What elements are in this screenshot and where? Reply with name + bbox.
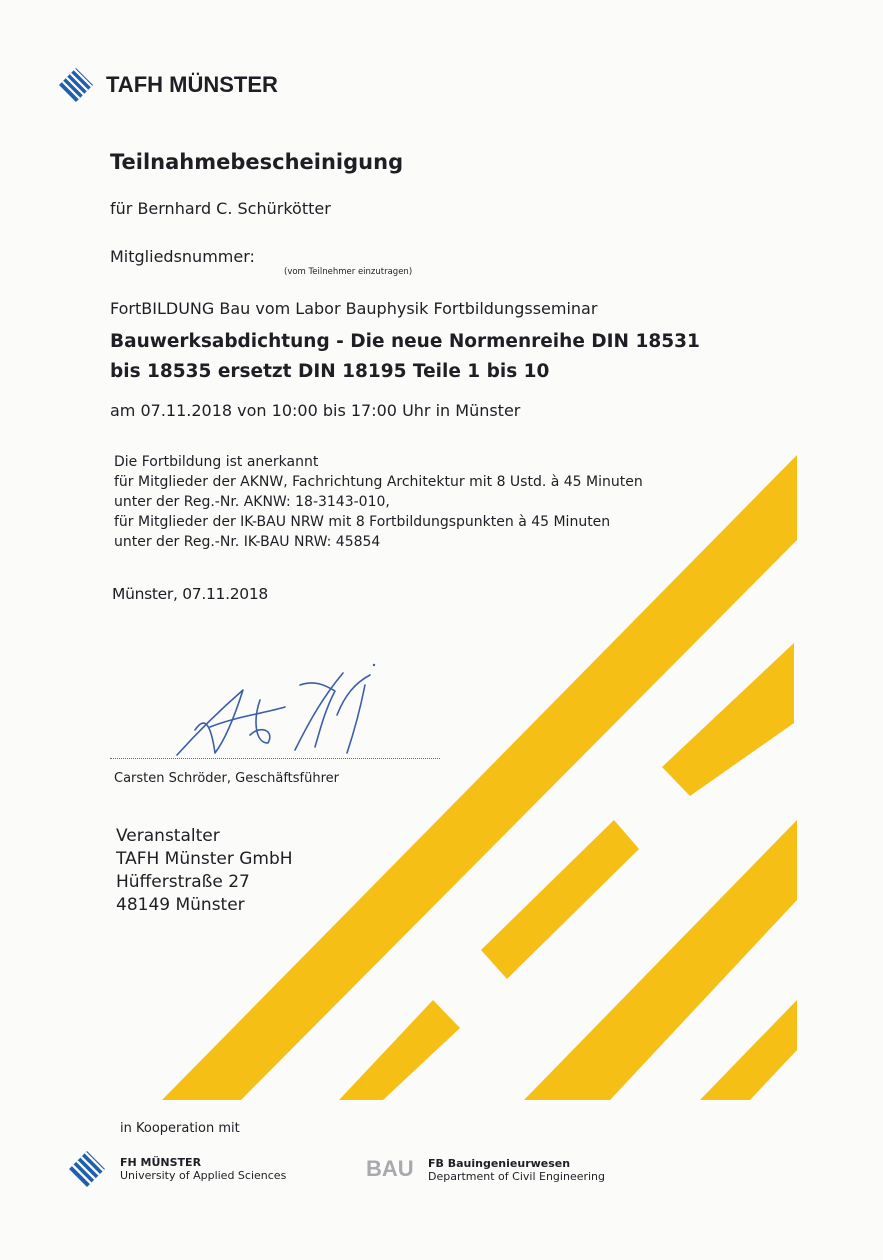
course-title-line-2: bis 18535 ersetzt DIN 18195 Teile 1 bis 10 [110, 361, 550, 382]
organizer-line: Veranstalter [116, 826, 220, 846]
stripe-bottom-small [339, 1000, 460, 1100]
tafh-diamond-logo-icon [58, 67, 94, 103]
stripe-bottom-right [700, 1000, 797, 1100]
department-subtitle: Department of Civil Engineering [428, 1170, 606, 1183]
department-block [428, 1157, 605, 1183]
fh-name: FH MÜNSTER [120, 1156, 202, 1169]
organizer-line: TAFH Münster GmbH [116, 849, 293, 869]
organizer-block [116, 825, 293, 917]
member-number-hint: (vom Teilnehmer einzutragen) [284, 267, 413, 277]
place-date: Münster, 07.11.2018 [112, 585, 268, 603]
fh-muenster-logo [68, 1150, 286, 1188]
department-name: FB Bauingenieurwesen [428, 1157, 571, 1170]
recognition-block [114, 452, 643, 552]
recipient-line: für Bernhard C. Schürkötter [110, 199, 331, 218]
header-logo [58, 66, 278, 104]
organizer-line: Hüfferstraße 27 [116, 872, 250, 892]
recognition-line: unter der Reg.-Nr. IK-BAU NRW: 45854 [114, 534, 381, 550]
course-title [110, 327, 700, 387]
signature [165, 655, 405, 765]
recognition-line: Die Fortbildung ist anerkannt [114, 454, 319, 470]
recognition-line: unter der Reg.-Nr. AKNW: 18-3143-010, [114, 494, 390, 510]
date-line: am 07.11.2018 von 10:00 bis 17:00 Uhr in Münster [110, 401, 521, 420]
organizer-line: 48149 Münster [116, 895, 245, 915]
signatory-name: Carsten Schröder, Geschäftsführer [114, 771, 340, 786]
logo-wordmark: TAFH MÜNSTER [106, 72, 278, 97]
fh-diamond-logo-icon [68, 1150, 106, 1188]
cooperation-label: in Kooperation mit [120, 1121, 240, 1136]
signature-line [110, 758, 440, 759]
recognition-line: für Mitglieder der IK-BAU NRW mit 8 Fortbildungspunkten à 45 Minuten [114, 514, 611, 530]
stripe-middle [481, 820, 639, 979]
stripe-right-upper [662, 643, 794, 796]
seminar-intro: FortBILDUNG Bau vom Labor Bauphysik Fortbildungsseminar [110, 299, 598, 318]
member-number-label: Mitgliedsnummer: [110, 247, 255, 266]
bau-logo: BAU [366, 1156, 414, 1181]
recognition-line: für Mitglieder der AKNW, Fachrichtung Architektur mit 8 Ustd. à 45 Minuten [114, 474, 643, 490]
fh-subtitle: University of Applied Sciences [120, 1169, 287, 1182]
certificate-title: Teilnahmebescheinigung [110, 150, 404, 174]
course-title-line-1: Bauwerksabdichtung - Die neue Normenreihe DIN 18531 [110, 331, 700, 352]
